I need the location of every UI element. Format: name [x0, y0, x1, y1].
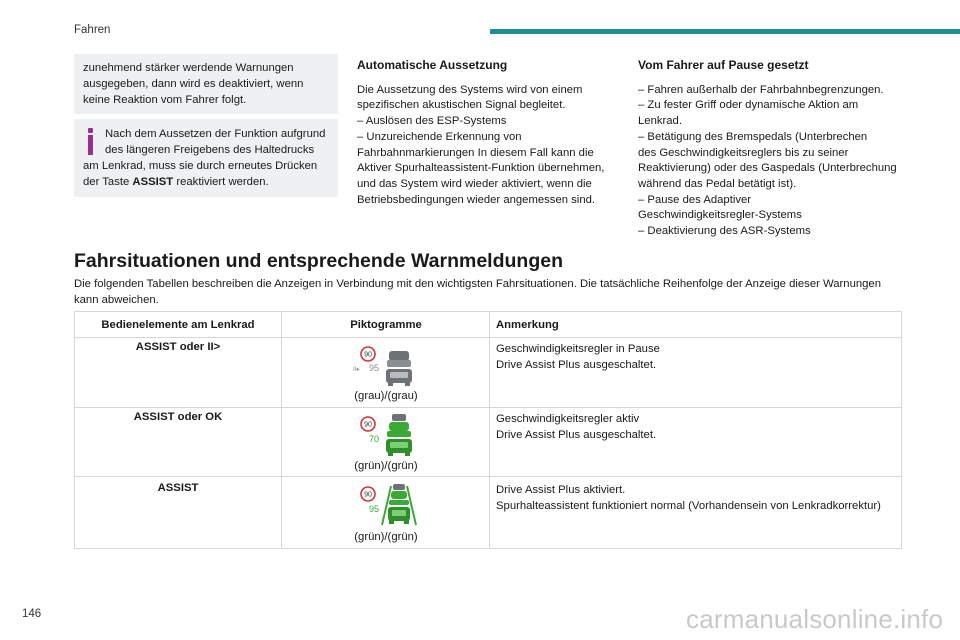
- remark-line: Drive Assist Plus ausgeschaltet.: [496, 429, 657, 441]
- header-accent-bar: [490, 29, 960, 34]
- section-label: Fahren: [74, 24, 111, 36]
- driver-pause-line: – Deaktivierung des ASR-Systems: [638, 225, 811, 238]
- auto-pause-line: – Auslösen des ESP-Systems: [357, 115, 507, 128]
- info-line: des längeren Freigebens des Haltedrucks: [105, 144, 315, 156]
- car-grey-icon: [386, 351, 412, 386]
- row-remark: [496, 341, 896, 373]
- pause-symbol: II▸: [353, 366, 360, 373]
- note-line: ausgegeben, dann wird es deaktiviert, wenn: [83, 78, 304, 90]
- driver-pause-line: – Zu fester Griff oder dynamische Aktion am: [638, 99, 859, 112]
- row-remark: [496, 411, 896, 443]
- auto-pause-line: und das System wird wieder aktiviert, wenn die: [357, 177, 592, 190]
- driver-pause-title: Vom Fahrer auf Pause gesetzt: [638, 58, 809, 72]
- remark-line: Drive Assist Plus ausgeschaltet.: [496, 359, 657, 371]
- speed-limit-value: 90: [364, 491, 372, 499]
- row-control: ASSIST oder II>: [135, 341, 221, 353]
- remark-line: Spurhalteassistent funktioniert normal (Vorhandensein von Lenkradkorrektur): [496, 500, 881, 512]
- cruise-paused-pictogram: [347, 345, 419, 389]
- cruise-active-pictogram: [347, 413, 419, 459]
- section-heading: Fahrsituationen und entsprechende Warnmeldungen: [74, 250, 563, 272]
- intro-line: kann abweichen.: [74, 294, 159, 306]
- section-intro: [74, 276, 894, 308]
- info-box: [74, 119, 338, 197]
- page-number: 146: [22, 608, 42, 620]
- row-remark: [496, 482, 896, 514]
- driver-pause-line: Reaktivierung) oder des Gaspedals (Unterbrechung: [638, 162, 897, 175]
- info-line: am Lenkrad, muss sie durch erneutes Drücken: [83, 160, 318, 172]
- warnings-table: [74, 311, 902, 549]
- auto-pause-line: Aktiver Spurhalteassistent-Funktion übernehmen,: [357, 162, 605, 175]
- info-line: Nach dem Aussetzen der Funktion aufgrund: [105, 128, 326, 140]
- info-line: der Taste ASSIST reaktiviert werden.: [83, 176, 269, 188]
- auto-pause-line: – Unzureichende Erkennung von: [357, 130, 522, 143]
- speed-limit-value: 90: [364, 351, 372, 359]
- driver-pause-line: des Geschwindigkeitsreglers bis zu seiner: [638, 146, 849, 159]
- auto-pause-line: spezifischen akustischen Signal begleitet.: [357, 99, 566, 112]
- driver-pause-line: – Fahren außerhalb der Fahrbahnbegrenzungen.: [638, 83, 884, 96]
- driver-pause-section: [638, 58, 908, 240]
- driver-pause-line: – Betätigung des Bremspedals (Unterbrechen: [638, 130, 868, 143]
- set-speed-value: 95: [369, 363, 380, 373]
- remark-line: Geschwindigkeitsregler in Pause: [496, 343, 660, 355]
- driver-pause-line: Geschwindigkeitsregler-Systems: [638, 209, 802, 222]
- drive-assist-active-pictogram: [347, 483, 423, 529]
- auto-pause-line: Fahrbahnmarkierungen In diesem Fall kann die: [357, 146, 594, 159]
- car-green-icon: [386, 414, 412, 456]
- row-control: ASSIST: [157, 482, 199, 494]
- auto-pause-line: Die Aussetzung des Systems wird von einem: [357, 83, 583, 96]
- auto-pause-line: Betriebsbedingungen wieder angemessen sind.: [357, 193, 596, 206]
- assist-keyword: ASSIST: [132, 176, 174, 188]
- driver-pause-line: während das Pedal betätigt ist).: [638, 177, 797, 190]
- note-line: keine Reaktion vom Fahrer folgt.: [83, 94, 247, 106]
- driver-pause-line: – Pause des Adaptiver: [638, 193, 752, 206]
- pictogram-caption: (grau)/(grau): [354, 390, 418, 402]
- intro-line: Die folgenden Tabellen beschreiben die Anzeigen in Verbindung mit den wichtigsten Fahrsituationen. Die tatsächliche Reihenfolge der Anzeige dieser Warnungen: [74, 278, 881, 290]
- table-header-remark: Anmerkung: [496, 319, 559, 331]
- row-control: ASSIST oder OK: [133, 411, 223, 423]
- remark-line: Drive Assist Plus aktiviert.: [496, 484, 626, 496]
- car-green-icon: [388, 484, 410, 524]
- info-icon: [85, 128, 95, 156]
- table-header-controls: Bedienelemente am Lenkrad: [101, 319, 255, 331]
- table-header-pictograms: Piktogramme: [350, 319, 422, 331]
- speed-limit-value: 90: [364, 421, 372, 429]
- pictogram-caption: (grün)/(grün): [354, 460, 418, 472]
- remark-line: Geschwindigkeitsregler aktiv: [496, 413, 640, 425]
- auto-pause-section: [357, 58, 615, 208]
- driver-pause-line: Lenkrad.: [638, 115, 682, 128]
- set-speed-value: 70: [369, 434, 380, 444]
- note-box-continued: [74, 54, 338, 114]
- set-speed-value: 95: [369, 504, 380, 514]
- auto-pause-title: Automatische Aussetzung: [357, 58, 508, 72]
- pictogram-caption: (grün)/(grün): [354, 531, 418, 543]
- watermark: carmanualsonline.info: [686, 604, 944, 634]
- note-line: zunehmend stärker werdende Warnungen: [83, 62, 294, 74]
